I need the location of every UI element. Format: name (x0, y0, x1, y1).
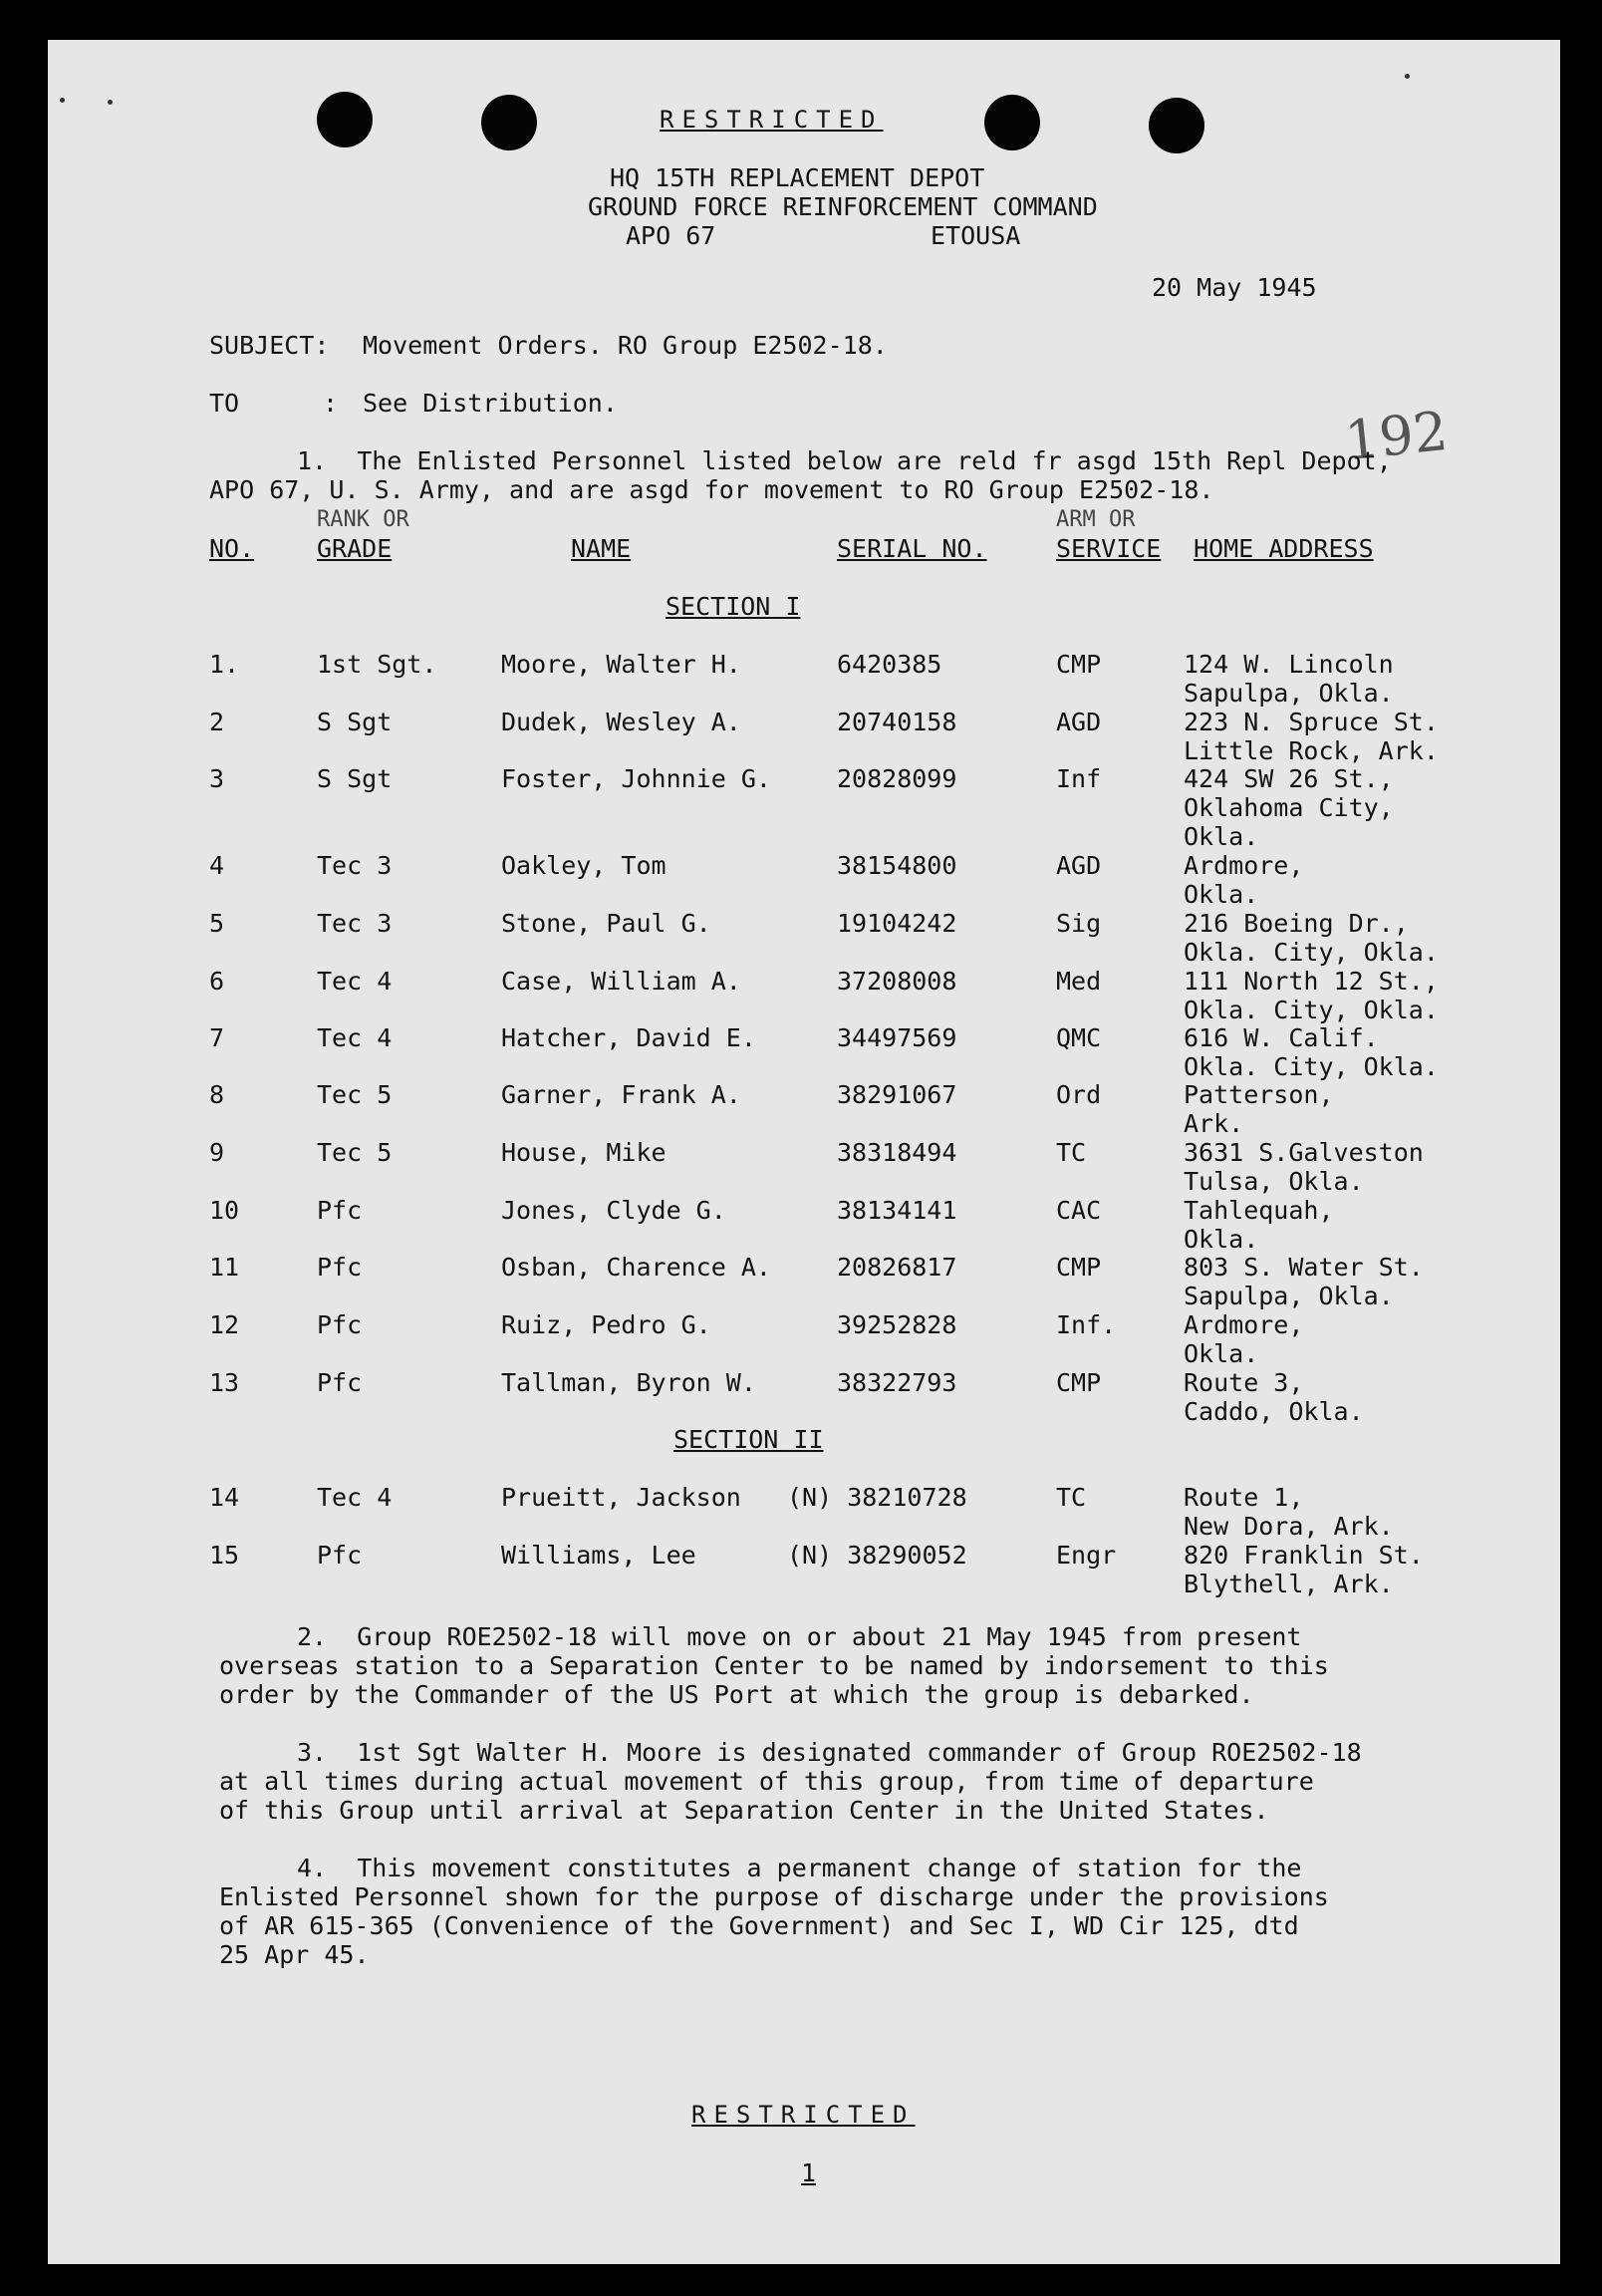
row-address-line: 3631 S.Galveston (1184, 1138, 1424, 1167)
row-address-line: Okla. (1184, 1225, 1259, 1254)
row-address-line: Route 1, (1184, 1483, 1304, 1512)
row-name: Stone, Paul G. (501, 909, 711, 938)
row-number: 2 (209, 708, 225, 736)
row-address-line: 124 W. Lincoln (1184, 650, 1394, 679)
row-name: Dudek, Wesley A. (501, 708, 741, 736)
row-serial: 20740158 (837, 708, 957, 736)
row-address-line: 803 S. Water St. (1184, 1253, 1424, 1282)
row-rank: Tec 5 (317, 1080, 393, 1109)
row-address-line: Tulsa, Okla. (1184, 1167, 1364, 1196)
row-service: Ord (1056, 1080, 1102, 1109)
row-serial: 38318494 (837, 1138, 957, 1167)
row-address-line: 111 North 12 St., (1184, 967, 1439, 996)
row-service: CMP (1056, 650, 1102, 679)
row-address-line: Sapulpa, Okla. (1184, 679, 1394, 708)
row-rank: Tec 4 (317, 967, 393, 996)
row-serial: 38291067 (837, 1080, 957, 1109)
para2-line: order by the Commander of the US Port at which the group is debarked. (219, 1680, 1254, 1709)
row-rank: Tec 4 (317, 1023, 393, 1052)
row-number: 5 (209, 909, 225, 938)
page-number: 1 (801, 2158, 817, 2187)
row-service: CMP (1056, 1368, 1102, 1397)
row-address-line: Ark. (1184, 1109, 1244, 1138)
row-number: 13 (209, 1368, 240, 1397)
row-rank: Tec 4 (317, 1483, 393, 1512)
row-rank: Tec 3 (317, 851, 393, 880)
row-service: TC (1056, 1483, 1087, 1512)
row-name: Case, William A. (501, 967, 741, 996)
document-date: 20 May 1945 (1152, 273, 1317, 302)
punch-hole (1149, 98, 1204, 153)
row-address-line: 424 SW 26 St., (1184, 764, 1394, 793)
row-service: Inf. (1056, 1310, 1117, 1339)
row-number: 9 (209, 1138, 225, 1167)
row-name: Williams, Lee (501, 1541, 696, 1570)
subject-text: Movement Orders. RO Group E2502-18. (363, 331, 888, 360)
row-address-line: New Dora, Ark. (1184, 1512, 1394, 1541)
row-rank: Pfc (317, 1310, 363, 1339)
no-header: NO. (209, 534, 255, 563)
theater: ETOUSA (931, 221, 1021, 250)
row-name: Jones, Clyde G. (501, 1196, 726, 1225)
punch-hole (984, 95, 1040, 150)
row-service: Inf (1056, 764, 1102, 793)
document-page (48, 40, 1560, 2264)
row-number: 3 (209, 764, 225, 793)
serial-header: SERIAL NO. (837, 534, 987, 563)
classification-footer: RESTRICTED (691, 2101, 916, 2129)
name-header: NAME (571, 534, 632, 563)
row-rank: Pfc (317, 1541, 363, 1570)
speck (108, 100, 113, 105)
row-rank: S Sgt (317, 764, 393, 793)
row-address-line: Ardmore, (1184, 851, 1304, 880)
row-rank: S Sgt (317, 708, 393, 736)
row-service: Sig (1056, 909, 1102, 938)
row-serial: 6420385 (837, 650, 942, 679)
row-address-line: Okla. (1184, 822, 1259, 851)
row-name: Foster, Johnnie G. (501, 764, 771, 793)
row-address-line: 216 Boeing Dr., (1184, 909, 1409, 938)
org-line-1: HQ 15TH REPLACEMENT DEPOT (610, 163, 985, 192)
para2-line: 2. Group ROE2502-18 will move on or about 21 May 1945 from present (297, 1622, 1302, 1651)
row-service: QMC (1056, 1023, 1102, 1052)
para4-line: 25 Apr 45. (219, 1940, 370, 1969)
row-serial: 39252828 (837, 1310, 957, 1339)
row-address-line: Okla. (1184, 880, 1259, 909)
arm-header-top: ARM OR (1056, 507, 1136, 532)
row-serial: 34497569 (837, 1023, 957, 1052)
row-service: CAC (1056, 1196, 1102, 1225)
section-1-heading: SECTION I (666, 592, 801, 621)
row-serial: 38134141 (837, 1196, 957, 1225)
row-address-line: 616 W. Calif. (1184, 1023, 1379, 1052)
row-serial: (N) 38290052 (787, 1541, 967, 1570)
para1-line1: 1. The Enlisted Personnel listed below are reld fr asgd 15th Repl Depot, (297, 446, 1392, 475)
row-number: 4 (209, 851, 225, 880)
para4-line: of AR 615-365 (Convenience of the Government) and Sec I, WD Cir 125, dtd (219, 1911, 1299, 1940)
row-name: Moore, Walter H. (501, 650, 741, 679)
row-address-line: 820 Franklin St. (1184, 1541, 1424, 1570)
row-name: Osban, Charence A. (501, 1253, 771, 1282)
row-address-line: Okla. City, Okla. (1184, 938, 1439, 967)
punch-hole (481, 95, 537, 150)
row-service: Engr (1056, 1541, 1117, 1570)
row-serial: 38322793 (837, 1368, 957, 1397)
row-rank: Tec 5 (317, 1138, 393, 1167)
para3-line: 3. 1st Sgt Walter H. Moore is designated commander of Group ROE2502-18 (297, 1738, 1362, 1767)
org-line-2: GROUND FORCE REINFORCEMENT COMMAND (588, 192, 1098, 221)
row-address-line: Little Rock, Ark. (1184, 736, 1439, 765)
row-service: AGD (1056, 708, 1102, 736)
row-name: Prueitt, Jackson (501, 1483, 741, 1512)
row-number: 11 (209, 1253, 240, 1282)
row-name: House, Mike (501, 1138, 667, 1167)
row-number: 1. (209, 650, 240, 679)
row-rank: Pfc (317, 1253, 363, 1282)
row-serial: (N) 38210728 (787, 1483, 967, 1512)
speck (60, 98, 65, 103)
row-number: 8 (209, 1080, 225, 1109)
row-address-line: Patterson, (1184, 1080, 1334, 1109)
row-rank: 1st Sgt. (317, 650, 437, 679)
row-serial: 37208008 (837, 967, 957, 996)
row-number: 12 (209, 1310, 240, 1339)
row-address-line: 223 N. Spruce St. (1184, 708, 1439, 736)
row-name: Hatcher, David E. (501, 1023, 756, 1052)
row-service: AGD (1056, 851, 1102, 880)
punch-hole (317, 92, 373, 147)
service-header: SERVICE (1056, 534, 1162, 563)
row-service: CMP (1056, 1253, 1102, 1282)
row-address-line: Oklahoma City, (1184, 793, 1394, 822)
row-address-line: Caddo, Okla. (1184, 1397, 1364, 1426)
speck (1405, 74, 1410, 79)
row-service: TC (1056, 1138, 1087, 1167)
row-address-line: Route 3, (1184, 1368, 1304, 1397)
row-number: 10 (209, 1196, 240, 1225)
row-name: Ruiz, Pedro G. (501, 1310, 711, 1339)
row-serial: 19104242 (837, 909, 957, 938)
apo: APO 67 (626, 221, 716, 250)
row-rank: Pfc (317, 1196, 363, 1225)
para4-line: Enlisted Personnel shown for the purpose of discharge under the provisions (219, 1882, 1329, 1911)
to-label: TO (209, 389, 240, 418)
to-colon: : (323, 389, 339, 418)
rank-header-top: RANK OR (317, 507, 409, 532)
row-address-line: Blythell, Ark. (1184, 1570, 1394, 1598)
para3-line: at all times during actual movement of this group, from time of departure (219, 1767, 1314, 1796)
para2-line: overseas station to a Separation Center to be named by indorsement to this (219, 1651, 1329, 1680)
row-number: 7 (209, 1023, 225, 1052)
row-serial: 20826817 (837, 1253, 957, 1282)
row-address-line: Okla. (1184, 1339, 1259, 1368)
row-address-line: Sapulpa, Okla. (1184, 1282, 1394, 1310)
rank-header: GRADE (317, 534, 393, 563)
para4-line: 4. This movement constitutes a permanent change of station for the (297, 1854, 1302, 1882)
row-rank: Pfc (317, 1368, 363, 1397)
row-address-line: Okla. City, Okla. (1184, 1052, 1439, 1081)
row-address-line: Ardmore, (1184, 1310, 1304, 1339)
row-service: Med (1056, 967, 1102, 996)
address-header: HOME ADDRESS (1194, 534, 1374, 563)
row-number: 15 (209, 1541, 240, 1570)
row-name: Garner, Frank A. (501, 1080, 741, 1109)
row-number: 6 (209, 967, 225, 996)
row-name: Oakley, Tom (501, 851, 667, 880)
subject-label: SUBJECT: (209, 331, 330, 360)
classification-header: RESTRICTED (660, 106, 884, 134)
page-stamp-number: 192 (1341, 399, 1452, 473)
para1-line2: APO 67, U. S. Army, and are asgd for movement to RO Group E2502-18. (209, 475, 1214, 504)
row-serial: 20828099 (837, 764, 957, 793)
section-2-heading: SECTION II (673, 1425, 824, 1454)
row-serial: 38154800 (837, 851, 957, 880)
row-name: Tallman, Byron W. (501, 1368, 756, 1397)
to-text: See Distribution. (363, 389, 618, 418)
row-rank: Tec 3 (317, 909, 393, 938)
row-address-line: Tahlequah, (1184, 1196, 1334, 1225)
para3-line: of this Group until arrival at Separation Center in the United States. (219, 1796, 1269, 1825)
row-address-line: Okla. City, Okla. (1184, 996, 1439, 1024)
row-number: 14 (209, 1483, 240, 1512)
